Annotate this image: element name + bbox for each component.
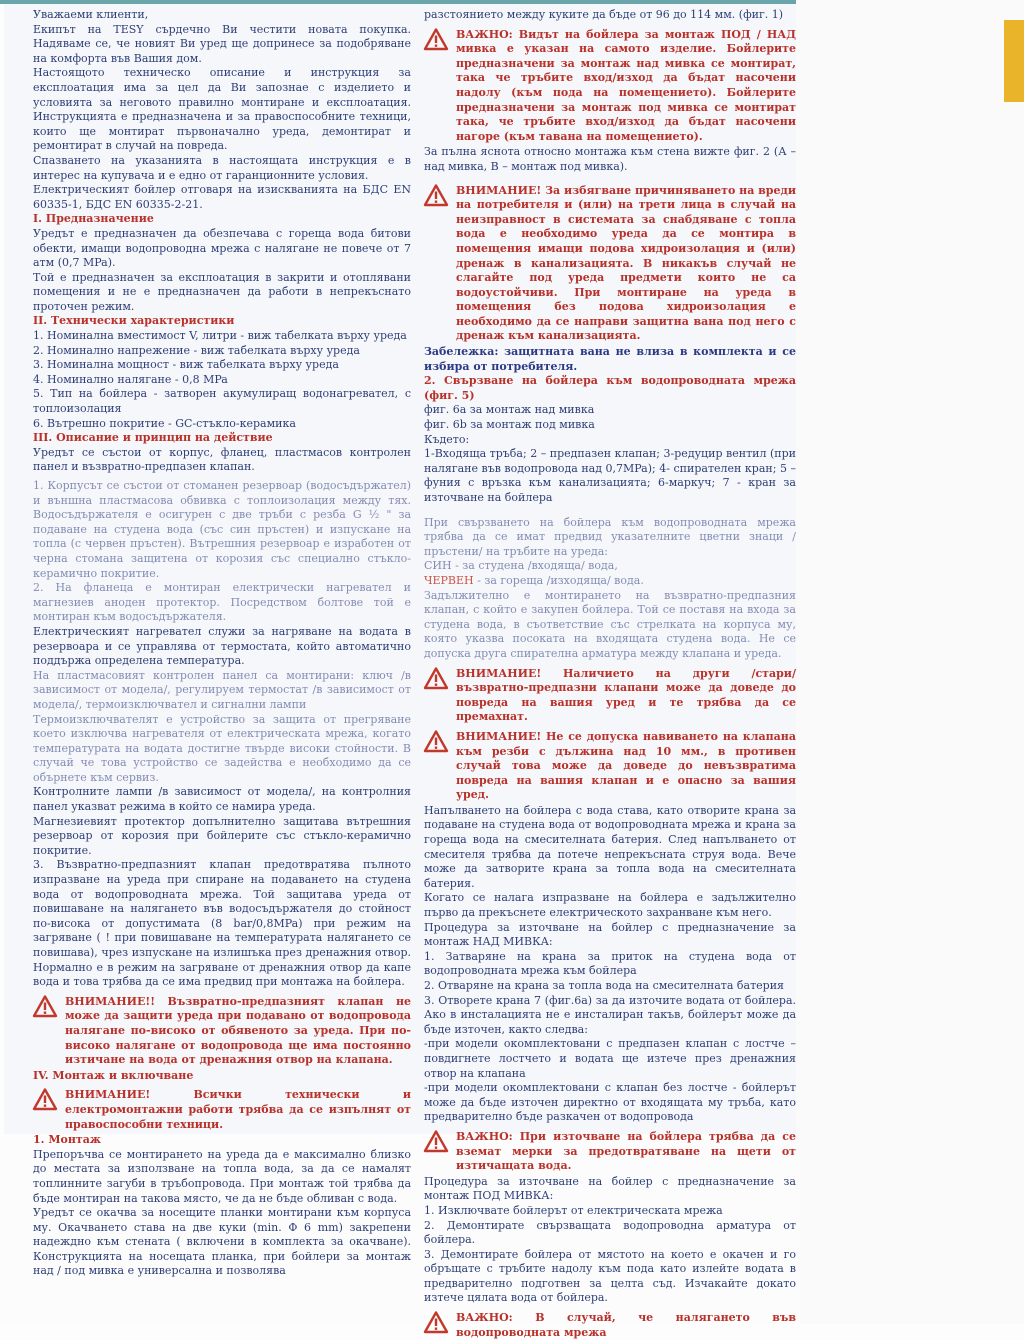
body-paragraph: Електрическият нагревател служи за нагряване на водата в резервоара и се управлява от термостата, който автоматично поддържа определена температура. [33,624,411,668]
step-item: 3. Отворете крана 7 (фиг.6а) за да източите водата от бойлера. Ако в инсталацията не е инсталиран такъв, бойлерът може да бъде източен, както следва: [424,993,796,1036]
purpose-text: Уредът е предназначен да обезпечава с гореща вода битови обекти, имащи водопроводна мрежа с налягане не повече от 7 атм (0,7 MPa). [33,226,411,270]
spec-item: 4. Номинално налягане - 0,8 MPa [33,372,228,386]
section-heading-description: III. Описание и принцип на действие [33,431,273,445]
left-column [33,8,411,1278]
body-paragraph: 3. Възвратно-предпазният клапан предотвратява пълното изпразване на уреда при спиране на подаването на студена вода от водопроводната мрежа. Той защитава уреда от повишаване на налягането във водосъдържателя до стойност по-висока от допустимата (8 bar/0,8MPa) при режим на загряване ( ! при повишаване на температурата налягането се повишава), чрез изпускане на излишъка през дренажния отвор. Нормално е в режим на загряване от дренажния отвор да капе вода и това трябва да се има предвид при монтажа на бойлера. [33,858,411,989]
body-paragraph: При свързването на бойлера към водопроводната мрежа трябва да се имат предвид указателните цветни знаци /пръстени/ на тръбите на уреда: [424,515,796,558]
step-item: 1. Изключвате бойлерът от електрическата мрежа [424,1203,723,1217]
description-text: Уредът се състои от корпус, фланец, пластмасов контролен панел и възвратно-предпазен клапан. [33,445,411,474]
body-paragraph: Напълването на бойлера с вода става, като отворите крана за подаване на студена вода от водопроводната мрежа и крана за гореща вода на смесителната батерия. След напълването от смесителя трябва да потече непрекъсната струя вода. Вече може да затворите крана за топла вода на смесителната батерия. [424,803,796,890]
section-heading-purpose: I. Предназначение [33,212,154,226]
section-heading-installation: IV. Монтаж и включване [33,1068,194,1082]
warning-block [424,667,796,725]
spec-item: 3. Номинална мощност - виж табелката върху уреда [33,358,339,372]
warning-triangle-icon [33,1088,57,1110]
subsection-heading-mounting: 1. Монтаж [33,1133,101,1147]
spec-item: 6. Вътрешно покритие - GC-стъкло-керамика [33,416,296,430]
step-item: 3. Демонтирате бойлера от мястото на което е окачен и го обръщате с тръбите надолу към пода като излейте водата в предварително подготвен за целта съд. Изчакайте докато изтече цялата вода от бойлера. [424,1247,796,1305]
step-item: 2. Демонтирате свързващата водопроводна арматура от бойлера. [424,1218,796,1247]
color-code-blue: СИН - за студена /входяща/ вода, [424,559,618,573]
step-item: 1. Затваряне на крана за приток на студена вода от водопроводната мрежа към бойлера [424,949,796,978]
standards-paragraph: Електрическият бойлер отговаря на изискванията на БДС EN 60335-1, БДС EN 60335-2-21. [33,183,411,211]
section-heading-specs: II. Технически характеристики [33,314,235,328]
warning-text: ВАЖНО: Видът на бойлера за монтаж ПОД / НАД мивка е указан на самото изделие. Бойлерите предназначени за монтаж над мивка се монтират, така че тръбите вход/изход да бъдат насочени надолу (към пода на помещението). Бойлерите предназначени за монтаж под мивка се монтират така, че тръбите вход/изход да бъдат насочени нагоре (към тавана на помещението). [456,27,796,143]
warning-block [33,1088,411,1132]
warning-text: ВНИМАНИЕ! Наличието на други /стари/ възвратно-предпазни клапани може да доведе до повреда на вашия уред и те трябва да се премахнат. [456,666,796,724]
warning-text: ВНИМАНИЕ! Не се допуска навиването на клапана към резби с дължина над 10 мм., в противен случай това може да доведе до невъзвратима повреда на вашия клапан и е опасно за вашия уред. [456,729,796,802]
warning-triangle-icon [33,995,57,1017]
legend-label: Където: [424,432,470,446]
warning-text: ВАЖНО: В случай, че налягането във водопроводната мрежа [456,1311,796,1339]
greeting: Уважаеми клиенти, [33,8,149,21]
spec-item: 5. Тип на бойлера - затворен акумулиращ водонагревател, с топлоизолация [33,387,411,416]
warning-text: ВНИМАНИЕ! За избягване причиняването на вреди на потребителя и (или) на трети лица в случай на неизправност в системата за снабдяване с топла вода е необходимо уреда да се монтира в помещения имащи подова хидроизолация и (или) дренаж в канализацията. В никакъв случай не слагайте под уреда предмети които не са водоустойчиви. При монтиране на уреда в помещения без подова хидроизолация е необходимо да се направи защитна вана под него с дренаж към канализацията. [456,183,796,343]
red-rest: - за гореща /изходяща/ вода. [473,573,644,587]
warning-triangle-icon [424,1311,448,1333]
step-item: -при модели окомплектовани с клапан без лостче - бойлерът може да бъде източен директно от входящата му тръба, като предварително бъде разкачен от водопровода [424,1081,796,1124]
operation-text: Той е предназначен за експлоатация в закрити и отоплявани помещения и не е предназначен да работи в непрекъснато проточен режим. [33,270,411,313]
scan-margin-right [796,0,1024,1324]
body-paragraph: Уредът се окачва за носещите планки монтирани към корпуса му. Окачването става на две куки (min. Φ 6 mm) закрепени надеждно към стената ( включени в комплекта за окачване). Конструкцията на носещата планка, при бойлери за монтаж над / под мивка е универсална и позволява [33,1206,411,1278]
warning-triangle-icon [424,1130,448,1152]
body-paragraph: Когато се налага изпразване на бойлера е задължително първо да прекъснете електрическото захранване към него. [424,891,796,920]
body-paragraph: Задължително е монтирането на възвратно-предпазния клапан, с който е закупен бойлера. Той се поставя на входа за студена вода, в съответствие със стрелката на корпуса му, която указва посоката на входящата студена вода. Не се допуска друга спирателна арматура между клапана и уреда. [424,588,796,660]
warning-block [424,730,796,803]
yellow-tab [1004,20,1024,102]
figure-reference: фиг. 6b за монтаж под мивка [424,418,595,432]
warning-triangle-icon [424,667,448,689]
body-paragraph: Контролните лампи /в зависимост от модела/, на контролния панел указват режима в който се намира уреда. [33,785,411,814]
body-paragraph: За пълна яснота относно монтажа към стена вижте фиг. 2 (А – над мивка, В – монтаж под мивка). [424,145,796,173]
step-item: 2. Отваряне на крана за топла вода на смесителната батерия [424,979,784,992]
warning-text: ВНИМАНИЕ!! Възвратно-предпазният клапан не може да защити уреда при подавано от водопровода налягане по-високо от обявеното за уреда. При по-високо налягане от водопровода ще има постоянно изтичане на вода от дренажния отвор на клапана. [65,994,411,1067]
body-paragraph: Магнезиевият протектор допълнително защитава вътрешния резервоар от корозия при бойлерите със стъкло-керамично покритие. [33,814,411,857]
red-word: ЧЕРВЕН [424,573,474,587]
body-paragraph: На пластмасовият контролен панел са монтирани: ключ /в зависимост от модела/, регулируем термостат /в зависимост от модела/, термоизключвател и сигнални лампи [33,668,411,711]
body-paragraph: Процедура за източване на бойлер с предназначение за монтаж ПОД МИВКА: [424,1174,796,1203]
legend-text: 1-Входяща тръба; 2 – предпазен клапан; 3-редуцир вентил (при налягане във водопровода над 0,7MPa); 4- спирателен кран; 5 – фуния с връзка към канализацията; 6-маркуч; 7 - кран за източване на бойлера [424,447,796,504]
spec-item: 1. Номинална вместимост V, литри - виж табелката върху уреда [33,329,407,343]
body-paragraph: Препоръчва се монтирането на уреда да е максимално близко до местата за използване на топла вода, за да се намалят топлинните загуби в тръбопровода. При монтаж той трябва да бъде монтиран на такова място, че да не бъде обливан с вода. [33,1147,411,1205]
warning-triangle-icon [424,184,448,206]
intro-paragraph: Екипът на TESY сърдечно Ви честити новата покупка. Надяваме се, че новият Ви уред ще допринесе за подобряване на комфорта във Вашия дом. [33,22,411,65]
body-paragraph: 1. Корпусът се състои от стоманен резервоар (водосъдържател) и външна пластмасова обвивка с топлоизолация между тях. Водосъдържателя е осигурен с две тръби с резба G ½ " за подаване на студена вода (със син пръстен) и изпускане на топла (с червен пръстен). Вътрешния резервоар е изработен от черна стомана защитена от корозия със специално стъкло-керамично покритие. [33,479,411,580]
warning-triangle-icon [424,28,448,50]
body-paragraph: Процедура за източване на бойлер с предназначение за монтаж НАД МИВКА: [424,920,796,949]
warning-block [33,995,411,1068]
purpose-paragraph: Настоящото техническо описание и инструкция за експлоатация има за цел да Ви запознае с изделието и условията за неговото правилно монтиране и експлоатация. Инструкцията е предназначена и за правоспособните техници, които ще монтират първоначално уреда, демонтират и ремонтират в случай на повреда. [33,66,411,153]
spec-item: 2. Номинално напрежение - виж табелката върху уреда [33,343,360,357]
body-paragraph: Термоизключвателят е устройство за защита от прегряване което изключва нагревателя от електрическата мрежа, когато температурата на водата достигне твърде високи стойности. В случай че това устройство се задейства е необходимо да се обърнете към сервиз. [33,712,411,784]
subsection-heading-connection: 2. Свързване на бойлера към водопроводната мрежа (фиг. 5) [424,374,796,402]
warning-text: ВАЖНО: При източване на бойлера трябва да се вземат мерки за предотвратяване на щети от изтичащата вода. [456,1129,796,1173]
right-column [424,8,796,1339]
warranty-paragraph: Спазването на указанията в настоящата инструкция е в интерес на купувача и е едно от гаранционните условия. [33,153,411,182]
warning-block [424,28,796,145]
warning-block [424,184,796,345]
warning-block [424,1130,796,1174]
color-code-red [424,574,796,589]
body-paragraph: 2. На фланеца е монтиран електрически нагревател и магнезиев аноден протектор. Посредством болтове той е монтиран към водосъдържателя. [33,581,411,624]
warning-triangle-icon [424,730,448,752]
figure-reference: фиг. 6а за монтаж над мивка [424,403,595,417]
note-text: Забележка: защитната вана не влиза в комплекта и се избира от потребителя. [424,345,796,373]
warning-text: ВНИМАНИЕ! Всички технически и електромонтажни работи трябва да се изпълнят от правоспособни техници. [65,1088,411,1131]
warning-block [424,1311,796,1340]
body-paragraph: разстоянието между куките да бъде от 96 до 114 мм. (фиг. 1) [424,8,784,21]
step-item: -при модели окомплектовани с предпазен клапан с лостче – повдигнете лостчето и водата ще изтече през дренажния отвор на клапана [424,1037,796,1080]
